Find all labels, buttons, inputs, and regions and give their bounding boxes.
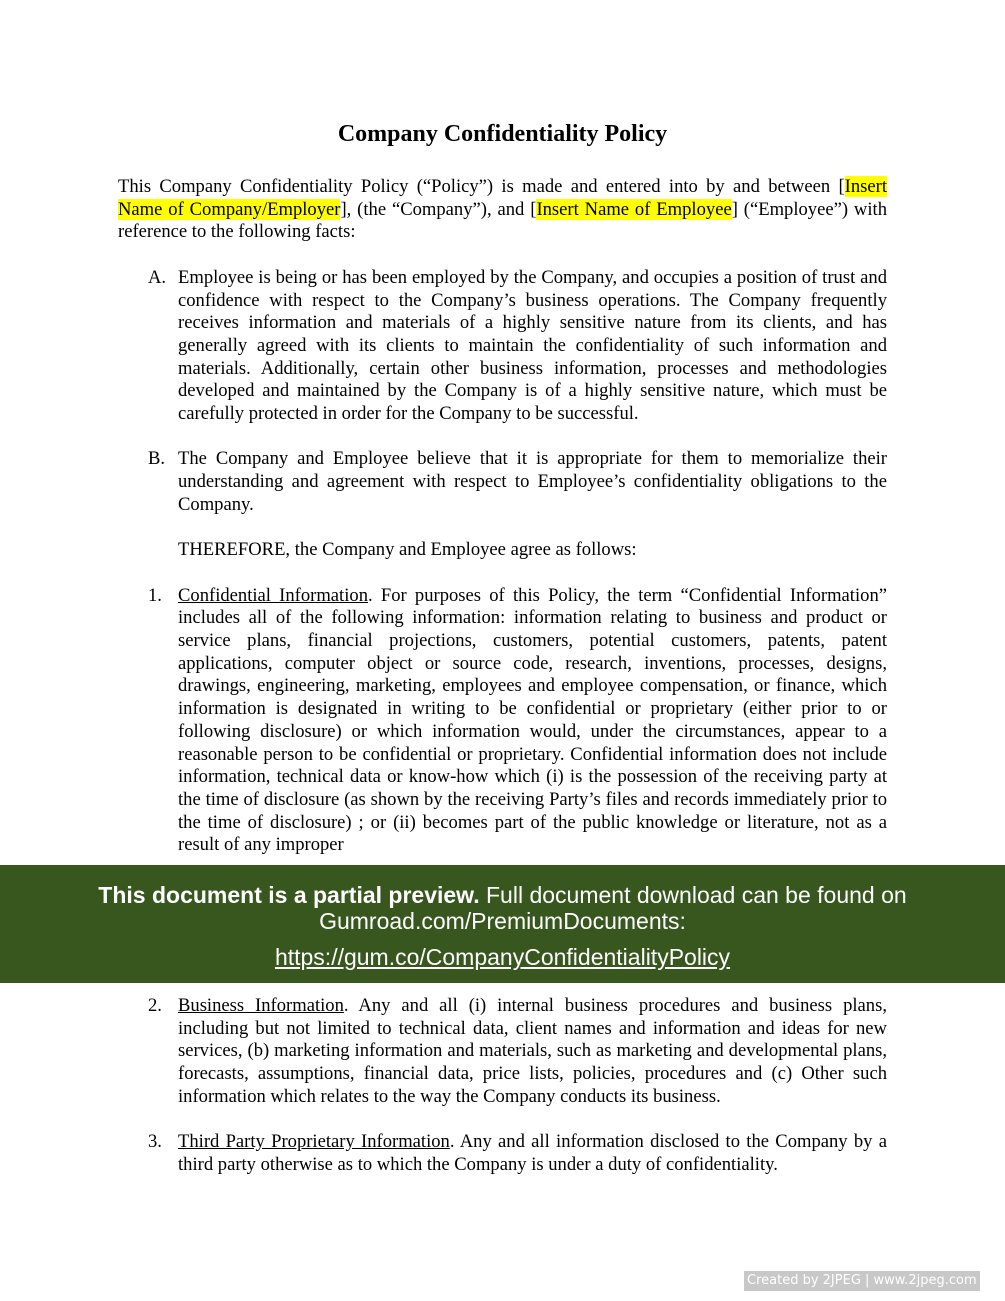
intro-paragraph — [118, 176, 887, 244]
recital-b — [118, 448, 887, 516]
section-1 — [118, 585, 887, 857]
section-3 — [118, 1131, 887, 1176]
document-page — [98, 118, 907, 1177]
recital-text: The Company and Employee believe that it is appropriate for them to memorialize their understanding and agreement with respect to Employee’s confidentiality obligations to the Company. — [178, 448, 887, 515]
section-heading: Confidential Information — [178, 584, 368, 606]
placeholder-employee: Insert Name of Employee — [536, 198, 732, 220]
section-text: . For purposes of this Policy, the term “Confidential Information” includes all of the following information: information relating to business and product or service plans, financial projections, customers, potential customers, patents, patent applications, computer object or source code, research, inventions, processes, designs, drawings, engineering, marketing, employees and employee compensation, or finance, which information is designated in writing to be confidential or proprietary (either prior to or following disclosure) or which information would, under the circumstances, appear to a reasonable person to be confidential or proprietary. Confidential information does not include information, technical data or know-how which (i) is the possession of the receiving party at the time of disclosure (as shown by the receiving Party’s files and records immediately prior to the time of disclosure) ; or (ii) becomes part of the public knowledge or literature, not as a result of any improper — [178, 584, 887, 856]
banner-text: Full document download can be found on — [479, 882, 907, 909]
intro-text: ] (“Employee”) with reference to the following facts: — [118, 198, 887, 243]
document-title: Company Confidentiality Policy — [337, 121, 668, 147]
banner-bold-text: This document is a partial preview. — [98, 882, 480, 909]
section-text: . Any and all information disclosed to the Company by a third party otherwise as to which the Company is under a duty of confidentiality. — [178, 1131, 887, 1175]
list-marker: 2. — [148, 995, 162, 1017]
placeholder-company: Insert Name of Company/Employer — [118, 176, 887, 220]
download-link[interactable]: https://gum.co/CompanyConfidentialityPolicy — [274, 944, 731, 971]
intro-text: This Company Confidentiality Policy (“Policy”) is made and entered into by and between [ — [118, 176, 845, 197]
banner-line — [0, 865, 1005, 908]
section-heading: Third Party Proprietary Information — [178, 1131, 450, 1153]
therefore-clause: THEREFORE, the Company and Employee agree as follows: — [178, 539, 637, 561]
list-marker: A. — [148, 266, 167, 288]
section-2 — [118, 995, 887, 1109]
banner-line-2: Gumroad.com/PremiumDocuments: — [319, 908, 686, 935]
list-marker: 1. — [148, 584, 162, 606]
list-marker: B. — [148, 448, 166, 470]
list-marker: 3. — [148, 1131, 162, 1153]
section-text: . Any and all (i) internal business procedures and business plans, including but not limited to technical data, client names and information and ideas for new services, (b) marketing information and materials, such as marketing and developmental plans, forecasts, assumptions, financial data, price lists, policies, procedures and (c) Other such information which relates to the way the Company conducts its business. — [178, 995, 887, 1107]
preview-banner — [0, 865, 1005, 983]
recital-a — [118, 267, 887, 426]
watermark: Created by 2JPEG | www.2jpeg.com — [744, 1271, 980, 1291]
section-heading: Business Information — [178, 995, 344, 1017]
recital-text: Employee is being or has been employed by the Company, and occupies a position of trust and confidence with respect to the Company’s business operations. The Company frequently receives information and materials of a highly sensitive nature from its clients, and has generally agreed with its clients to maintain the confidentiality of such information and materials. Additionally, certain other business information, processes and methodologies developed and maintained by the Company is of a highly sensitive nature, which must be carefully protected in order for the Company to be successful. — [178, 266, 887, 425]
intro-text: ], (the “Company”), and [ — [340, 198, 537, 220]
